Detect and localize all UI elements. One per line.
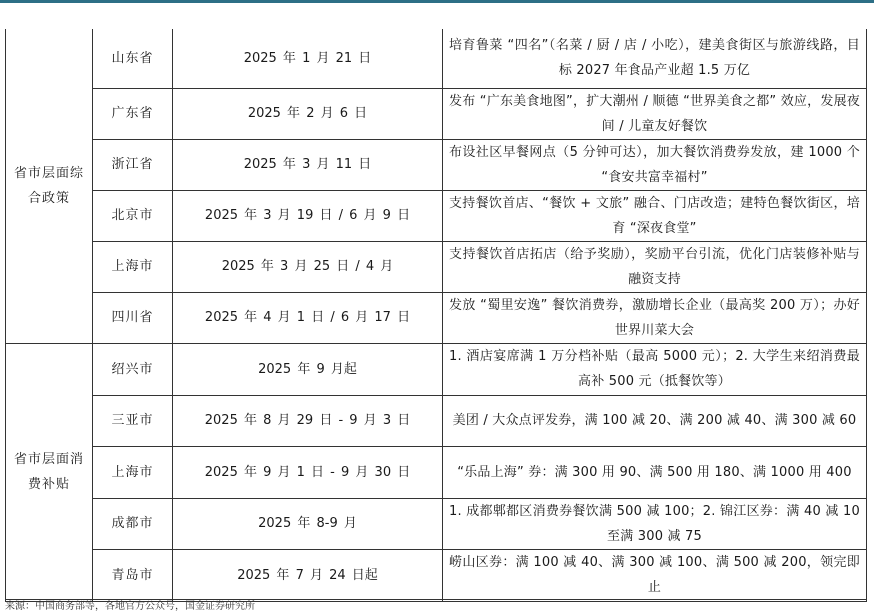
region-cell: 四川省	[93, 292, 173, 343]
region-cell: 上海市	[93, 446, 173, 498]
region-cell: 成都市	[93, 498, 173, 549]
date-cell: 2025 年 9 月 1 日 - 9 月 30 日	[173, 446, 443, 498]
date-cell: 2025 年 3 月 19 日 / 6 月 9 日	[173, 190, 443, 241]
table-row	[6, 292, 867, 343]
date-cell: 2025 年 8 月 29 日 - 9 月 3 日	[173, 395, 443, 446]
date-cell: 2025 年 8-9 月	[173, 498, 443, 549]
region-cell: 广东省	[93, 88, 173, 139]
content-cell: 发放 “蜀里安逸” 餐饮消费券，激励增长企业（最高奖 200 万）；办好世界川菜大会	[443, 292, 867, 343]
date-cell: 2025 年 9 月起	[173, 343, 443, 395]
date-cell: 2025 年 7 月 24 日起	[173, 549, 443, 601]
category-label: 省市层面消费补贴	[13, 452, 84, 492]
region-cell: 北京市	[93, 190, 173, 241]
table-row	[6, 343, 867, 395]
date-cell: 2025 年 3 月 11 日	[173, 139, 443, 190]
table-row	[6, 498, 867, 549]
region-cell: 绍兴市	[93, 343, 173, 395]
content-cell: 布设社区早餐网点（5 分钟可达），加大餐饮消费券发放，建 1000 个 “食安共富幸福村”	[443, 139, 867, 190]
category-label: 省市层面综合政策	[13, 165, 84, 206]
content-cell: 培育鲁菜 “四名”（名菜 / 厨 / 店 / 小吃），建美食街区与旅游线路，目标 2027 年食品产业超 1.5 万亿	[443, 29, 867, 88]
content-cell: 1. 酒店宴席满 1 万分档补贴（最高 5000 元）；2. 大学生来绍消费最高补 500 元（抵餐饮等）	[443, 343, 867, 395]
content-cell: “乐品上海” 券：满 300 用 90、满 500 用 180、满 1000 用 400	[443, 446, 867, 498]
policy-table	[5, 29, 867, 602]
table-row	[6, 88, 867, 139]
region-cell: 山东省	[93, 29, 173, 88]
region-cell: 上海市	[93, 241, 173, 292]
date-cell: 2025 年 4 月 1 日 / 6 月 17 日	[173, 292, 443, 343]
source-note: 来源：中国商务部等，各地官方公众号，国金证券研究所	[5, 599, 866, 614]
date-cell: 2025 年 1 月 21 日	[173, 29, 443, 88]
content-cell: 美团 / 大众点评发券，满 100 减 20、满 200 减 40、满 300 减 60	[443, 395, 867, 446]
table-row	[6, 29, 867, 88]
table-row	[6, 446, 867, 498]
content-cell: 支持餐饮首店拓店（给予奖励），奖励平台引流，优化门店装修补贴与融资支持	[443, 241, 867, 292]
table-row	[6, 395, 867, 446]
region-cell: 三亚市	[93, 395, 173, 446]
region-cell: 浙江省	[93, 139, 173, 190]
table-row	[6, 190, 867, 241]
date-cell: 2025 年 3 月 25 日 / 4 月	[173, 241, 443, 292]
date-cell: 2025 年 2 月 6 日	[173, 88, 443, 139]
content-cell: 崂山区券：满 100 减 40、满 300 减 100、满 500 减 200，领完即止	[443, 549, 867, 601]
content-cell: 支持餐饮首店、“餐饮 + 文旅” 融合、门店改造；建特色餐饮街区，培育 “深夜食堂”	[443, 190, 867, 241]
category-cell-consumption-subsidy	[6, 343, 93, 601]
table-row	[6, 241, 867, 292]
category-cell-general-policy	[6, 29, 93, 343]
table-row	[6, 139, 867, 190]
content-cell: 发布 “广东美食地图”，扩大潮州 / 顺德 “世界美食之都” 效应，发展夜间 / 儿童友好餐饮	[443, 88, 867, 139]
top-accent-bar	[0, 0, 874, 3]
table-row	[6, 549, 867, 601]
content-cell: 1. 成都郫都区消费券餐饮满 500 减 100；2. 锦江区券：满 40 减 10 至满 300 减 75	[443, 498, 867, 549]
region-cell: 青岛市	[93, 549, 173, 601]
